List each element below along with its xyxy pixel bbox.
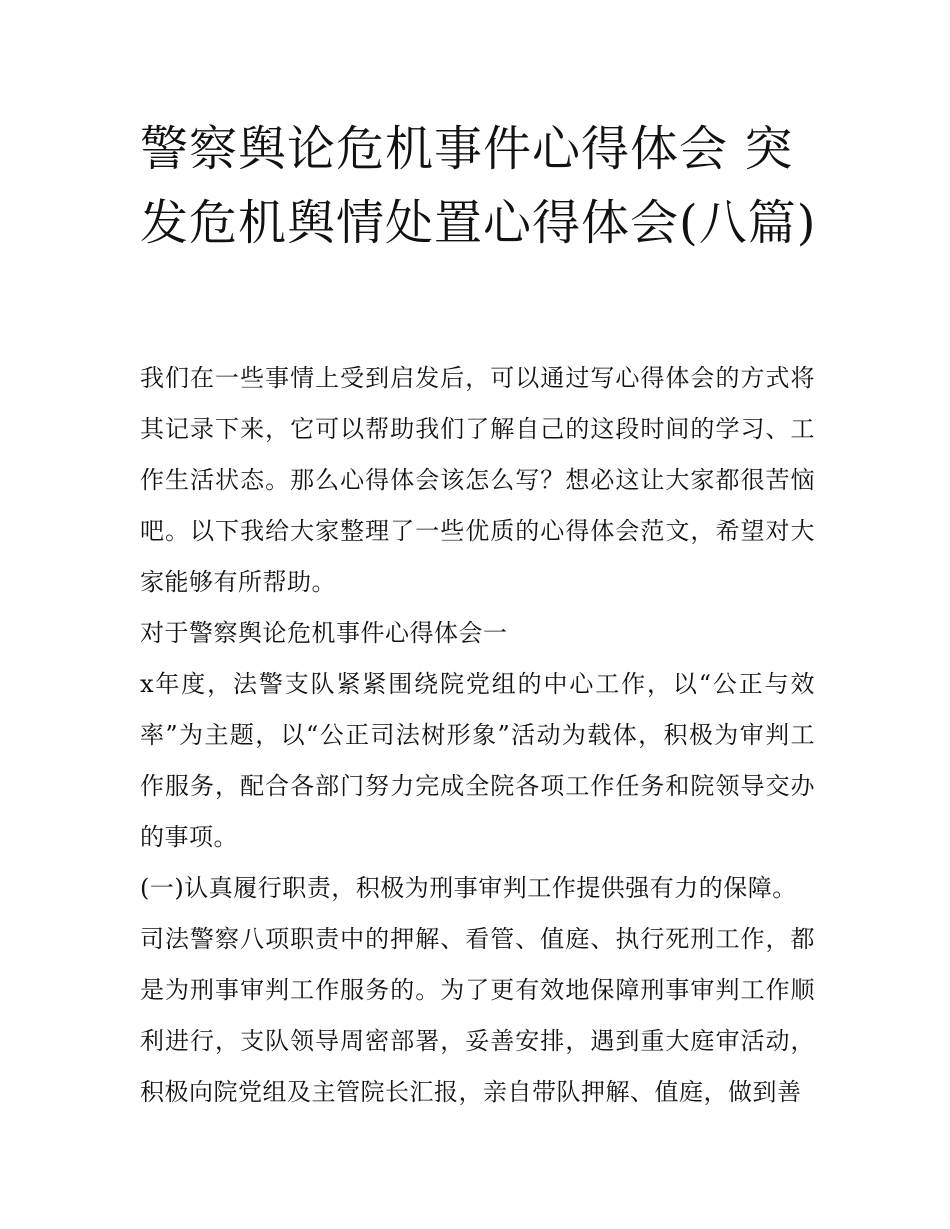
body-paragraph: 司法警察八项职责中的押解、看管、值庭、执行死刑工作，都是为刑事审判工作服务的。为了更有效地保障刑事审判工作顺利进行，支队领导周密部署，妥善安排，遇到重大庭审活动，积极向院党组及主管院长汇报，亲自带队押解、值庭，做到善 [140,925,815,1106]
subsection-heading: (一)认真履行职责，积极为刑事审判工作提供强有力的保障。 [140,874,797,902]
document-title: 警察舆论危机事件心得体会 突发危机舆情处置心得体会(八篇) [140,121,817,251]
document-body [140,353,815,1118]
body-paragraph: x年度，法警支队紧紧围绕院党组的中心工作，以“公正与效率”为主题，以“公正司法树形象”活动为载体，积极为审判工作服务，配合各部门努力完成全院各项工作任务和院领导交办的事项。 [140,670,815,851]
intro-paragraph: 我们在一些事情上受到启发后，可以通过写心得体会的方式将其记录下来，它可以帮助我们了解自己的这段时间的学习、工作生活状态。那么心得体会该怎么写？想必这让大家都很苦恼吧。以下我给大家整理了一些优质的心得体会范文，希望对大家能够有所帮助。 [140,364,815,596]
section-heading: 对于警察舆论危机事件心得体会一 [140,619,508,647]
